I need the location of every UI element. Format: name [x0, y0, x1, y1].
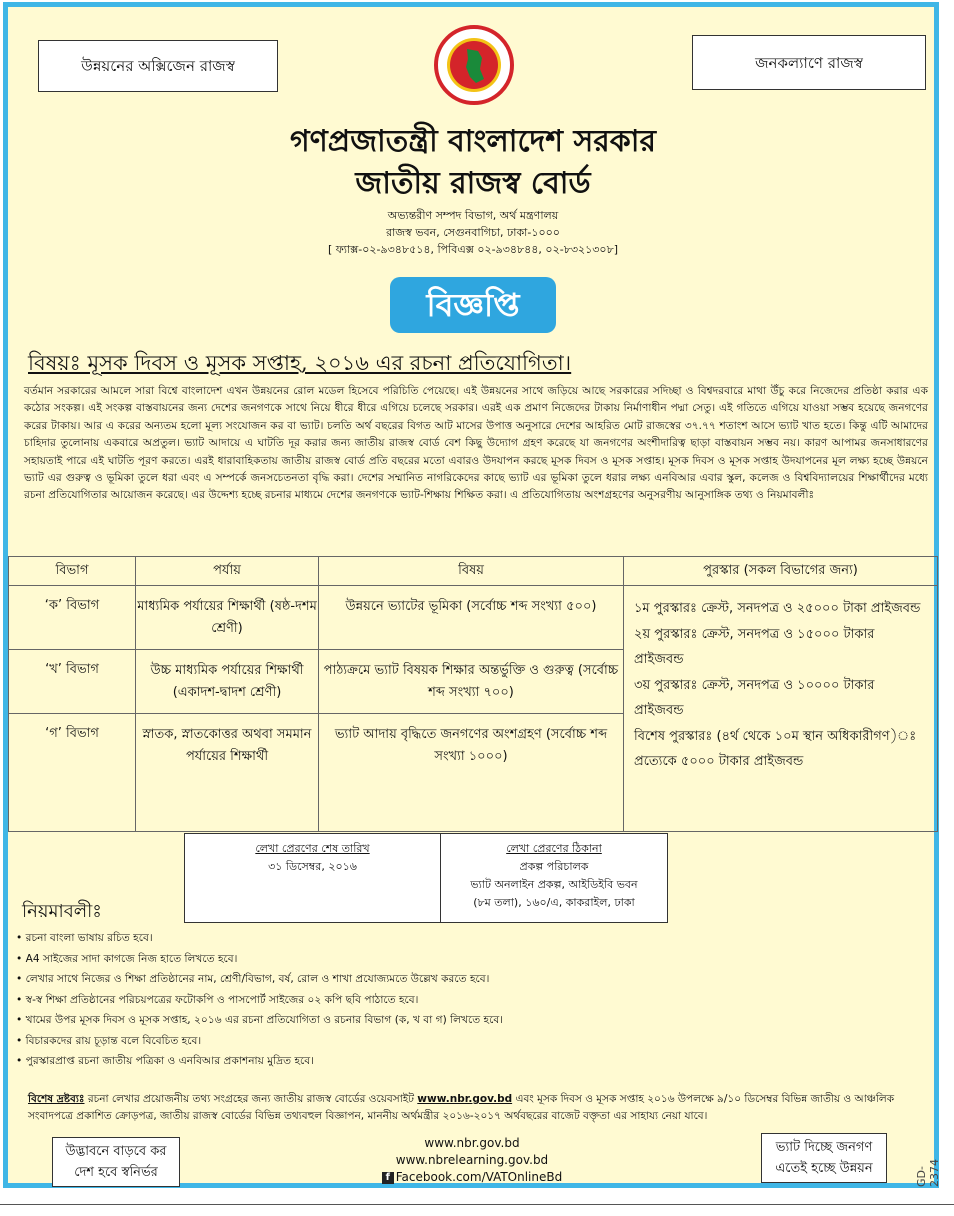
footer-slogan-line: ভ্যাট দিচ্ছে জনগণ — [775, 1140, 873, 1155]
address-line: রাজস্ব ভবন, সেগুনবাগিচা, ঢাকা-১০০০ — [386, 226, 560, 239]
deadline-date: ৩১ ডিসেম্বর, ২০১৬ — [268, 860, 357, 873]
category-cell: ‘খ’ বিভাগ — [9, 650, 136, 714]
submission-address-line: ভ্যাট অনলাইন প্রকল্প, আইডিইবি ভবন — [470, 878, 638, 891]
special-note-text: এবং মূসক দিবস ও মূসক সপ্তাহ ২০১৬ উপলক্ষে ৯/১০ ডিসেম্বর বিভিন্ন জাতীয় ও আঞ্চলিক সংবাদপত্রে প্রকাশিত ক্রোড়পত্র, জাতীয় রাজস্ব বোর্ডের বিভিন্ন তথ্যবহুল বিজ্ঞাপন, মাননীয় অর্থমন্ত্রীর ২০১৬-২০১৭ অর্থবছরের বাজেট বক্তৃতা এর সাহায্য নেয়া যাবে। — [28, 1093, 895, 1122]
facebook-icon: f — [382, 1172, 394, 1184]
deadline-label: লেখা প্রেরণের শেষ তারিখ — [255, 842, 370, 855]
prize-item: প্রত্যেকে ৫০০০ টাকার প্রাইজবন্ড — [634, 754, 804, 769]
board-name: জাতীয় রাজস্ব বোর্ড — [355, 166, 591, 201]
table-header-row — [9, 557, 938, 586]
special-note-label: বিশেষ দ্রষ্টব্যঃ — [28, 1093, 85, 1105]
submission-address-line: প্রকল্প পরিচালক — [519, 860, 589, 873]
rule-item: • খামের উপর মূসক দিবস ও মূসক সপ্তাহ, ২০১৬ এর রচনা প্রতিযোগিতা ও রচনার বিভাগ (ক, খ বা গ) লিখতে হবে। — [16, 1010, 503, 1031]
level-cell: মাধ্যমিক পর্যায়ের শিক্ষার্থী (ষষ্ঠ-দশম শ্রেণী) — [136, 586, 319, 650]
rule-item: • বিচারকদের রায় চূড়ান্ত বলে বিবেচিত হবে। — [16, 1031, 503, 1052]
notice-frame — [3, 2, 939, 1188]
category-cell: ‘ক’ বিভাগ — [9, 586, 136, 650]
slogan-left: উন্নয়নের অক্সিজেন রাজস্ব — [38, 40, 278, 92]
footer-slogan-line: উদ্ভাবনে বাড়বে কর — [65, 1144, 167, 1159]
table-header: পুরস্কার (সকল বিভাগের জন্য) — [624, 557, 938, 586]
table-row — [9, 586, 938, 650]
address-line: অভ্যন্তরীণ সম্পদ বিভাগ, অর্থ মন্ত্রণালয় — [387, 209, 559, 222]
elearning-website-link[interactable]: www.nbrelearning.gov.bd — [395, 1153, 549, 1167]
table-header: পর্যায় — [136, 557, 319, 586]
rules-list — [16, 928, 503, 1072]
rule-item: • রচনা বাংলা ভাষায় রচিত হবে। — [16, 928, 503, 949]
competition-table — [8, 556, 938, 832]
facebook-url: Facebook.com/VATOnlineBd — [395, 1170, 563, 1184]
footer-slogan-right — [761, 1133, 887, 1183]
address-column — [441, 834, 667, 922]
prize-item: ২য় পুরস্কারঃ ক্রেস্ট, সনদপত্র ও ১৫০০০ টাকার প্রাইজবন্ড — [634, 626, 875, 667]
government-emblem-icon — [434, 25, 514, 105]
nbr-website-link[interactable]: www.nbr.gov.bd — [417, 1093, 513, 1105]
body-paragraph: বর্তমান সরকারের আমলে সারা বিশ্বে বাংলাদেশ এখন উন্নয়নের রোল মডেল হিসেবে পরিচিতি পেয়েছে। এই উন্নয়নের সাথে জড়িয়ে আছে সরকারের সদিচ্ছা ও বিশ্বদরবারে মাথা উঁচু করে নিজেদের প্রতিষ্ঠা করার এক কঠোর সংকল্প। এই সংকল্প বাস্তবায়নের জন্য দেশের জনগণকে সাথে নিয়ে ধীরে ধীরে এগিয়ে চলেছে সরকার। এরই এক প্রমাণ নিজেদের টাকায় নির্মাণাধীন পদ্মা সেতু। এই গতিতে এগিয়ে যাওয়া সম্ভব হয়েছে জনগণের করের টাকায়। আর এ করের অন্যতম হলো মূল্য সংযোজন কর বা ভ্যাট। চলতি অর্থ বছরের বিগত আট মাসের উপাত্ত অনুসারে দেশের আহরিত মোট রাজস্বের ৩৭.৭৭ শতাংশ আসে ভ্যাট খাত হতে। কিন্তু এটি আমাদের চাহিদার তুলোনায় একবারে অপ্রতুল। ভ্যাট আদায়ে এ ঘাটতি দূর করার জন্য জাতীয় রাজস্ব বোর্ড বেশ কিছু উদ্যোগ গ্রহণ করেছে যা জনগণের অংশীদারিত্ব ছাড়া বাস্তবায়ন সম্ভব নয়। কারণ আপামর জনসাধারণের সহায়তাই পারে এই ঘাটতি পূরণ করতে। এরই ধারাবাহিকতায় জাতীয় রাজস্ব বোর্ড প্রতি বছরের মতো এবারও উদযাপন করছে মূসক দিবস ও মূসক সপ্তাহ। মূসক দিবস ও মূসক সপ্তাহ উদযাপনের মূল লক্ষ্য হচ্ছে উন্নয়নে ভ্যাট এর গুরুত্ব ও ভূমিকা তুলে ধরা এবং এ সম্পর্কে জনসচেতনতা বৃদ্ধি করা। দেশের সম্মানিত নাগরিকেদের কাছে ভ্যাট এর ভূমিকা তুলে ধরার লক্ষ্য এনবিআর এবার স্কুল, কলেজ ও বিশ্ববিদ্যালয়ের শিক্ষার্থীদের মধ্যে রচনা প্রতিযোগিতার আয়োজন করেছে। এর উদ্দেশ্য হচ্ছে রচনার মাধ্যমে দেশের জনগণকে ভ্যাট-শিক্ষায় শিক্ষিত করা। এ প্রতিযোগিতায় অংশগ্রহণের অনুসরণীয় আনুসাঙ্গিক তথ্য ও নিয়মাবলীঃ — [24, 385, 928, 502]
rules-heading: নিয়মাবলীঃ — [22, 901, 102, 922]
footer-slogan-line: দেশ হবে স্বনির্ভর — [74, 1165, 158, 1180]
prize-item: ৩য় পুরস্কারঃ ক্রেস্ট, সনদপত্র ও ১০০০০ টাকার প্রাইজবন্ড — [634, 677, 875, 718]
ad-code: GD-2374 — [915, 1159, 941, 1187]
table-header: বিষয় — [319, 557, 624, 586]
submission-address-line: (৮ম তলা), ১৬০/এ, কাকরাইল, ঢাকা — [473, 896, 635, 909]
facebook-link[interactable] — [352, 1169, 592, 1186]
deadline-column — [185, 834, 441, 922]
page-divider — [0, 1204, 954, 1205]
prize-item: বিশেষ পুরস্কারঃ (৪র্থ থেকে ১০ম স্থান অধিকারীগণ)ঃ — [634, 728, 917, 744]
table-header: বিভাগ — [9, 557, 136, 586]
notice-label: বিজ্ঞপ্তি — [390, 277, 556, 333]
rule-item: • স্ব-স্ব শিক্ষা প্রতিষ্ঠানের পরিচয়পত্রের ফটোকপি ও পাসপোর্ট সাইজের ০২ কপি ছবি পাঠাতে হবে। — [16, 990, 503, 1011]
address-line: [ ফ্যাক্স-০২-৯৩৪৮৫১৪, পিবিএক্স ০২-৯৩৪৮৪৪, ০২-৮৩২১৩০৮] — [327, 243, 619, 256]
gov-name: গণপ্রজাতন্ত্রী বাংলাদেশ সরকার — [290, 124, 656, 159]
rule-item: • A4 সাইজের সাদা কাগজে নিজ হাতে লিখতে হবে। — [16, 949, 503, 970]
rule-item: • পুরস্কারপ্রাপ্ত রচনা জাতীয় পত্রিকা ও এনবিআর প্রকাশনায় মুদ্রিত হবে। — [16, 1051, 503, 1072]
prize-cell — [624, 586, 938, 832]
subject-heading: বিষয়ঃ মূসক দিবস ও মূসক সপ্তাহ, ২০১৬ এর রচনা প্রতিযোগিতা। — [28, 351, 572, 375]
category-cell: ‘গ’ বিভাগ — [9, 714, 136, 832]
level-cell: স্নাতক, স্নাতকোত্তর অথবা সমমান পর্যায়ের শিক্ষার্থী — [136, 714, 319, 832]
address-block — [8, 207, 938, 258]
level-cell: উচ্চ মাধ্যমিক পর্যায়ের শিক্ষার্থী (একাদশ-দ্বাদশ শ্রেণী) — [136, 650, 319, 714]
footer-slogan-line: এতেই হচ্ছে উন্নয়ন — [775, 1161, 873, 1176]
prize-item: ১ম পুরস্কারঃ ক্রেস্ট, সনদপত্র ও ২৫০০০ টাকা প্রাইজবন্ড — [634, 601, 921, 616]
topic-cell: ভ্যাট আদায় বৃদ্ধিতে জনগণের অংশগ্রহণ (সর্বোচ্চ শব্দ সংখ্যা ১০০০) — [319, 714, 624, 832]
topic-cell: উন্নয়নে ভ্যাটের ভূমিকা (সর্বোচ্চ শব্দ সংখ্যা ৫০০) — [319, 586, 624, 650]
footer-slogan-left — [52, 1137, 180, 1187]
special-note — [28, 1091, 928, 1125]
submission-box — [184, 833, 668, 923]
rule-item: • লেখার সাথে নিজের ও শিক্ষা প্রতিষ্ঠানের নাম, শ্রেণী/বিভাগ, বর্ষ, রোল ও শাখা প্রযোজ্যমতে উল্লেখ করতে হবে। — [16, 969, 503, 990]
special-note-text: রচনা লেখার প্রয়োজনীয় তথ্য সংগ্রহের জন্য জাতীয় রাজস্ব বোর্ডের ওয়েবসাইট — [87, 1093, 414, 1105]
footer-links — [352, 1135, 592, 1186]
nbr-website-link[interactable]: www.nbr.gov.bd — [424, 1136, 520, 1150]
submission-address-label: লেখা প্রেরণের ঠিকানা — [506, 842, 602, 855]
slogan-right: জনকল্যাণে রাজস্ব — [692, 35, 926, 90]
topic-cell: পাঠ্যক্রমে ভ্যাট বিষয়ক শিক্ষার অন্তর্ভুক্তি ও গুরুত্ব (সর্বোচ্চ শব্দ সংখ্যা ৭০০) — [319, 650, 624, 714]
